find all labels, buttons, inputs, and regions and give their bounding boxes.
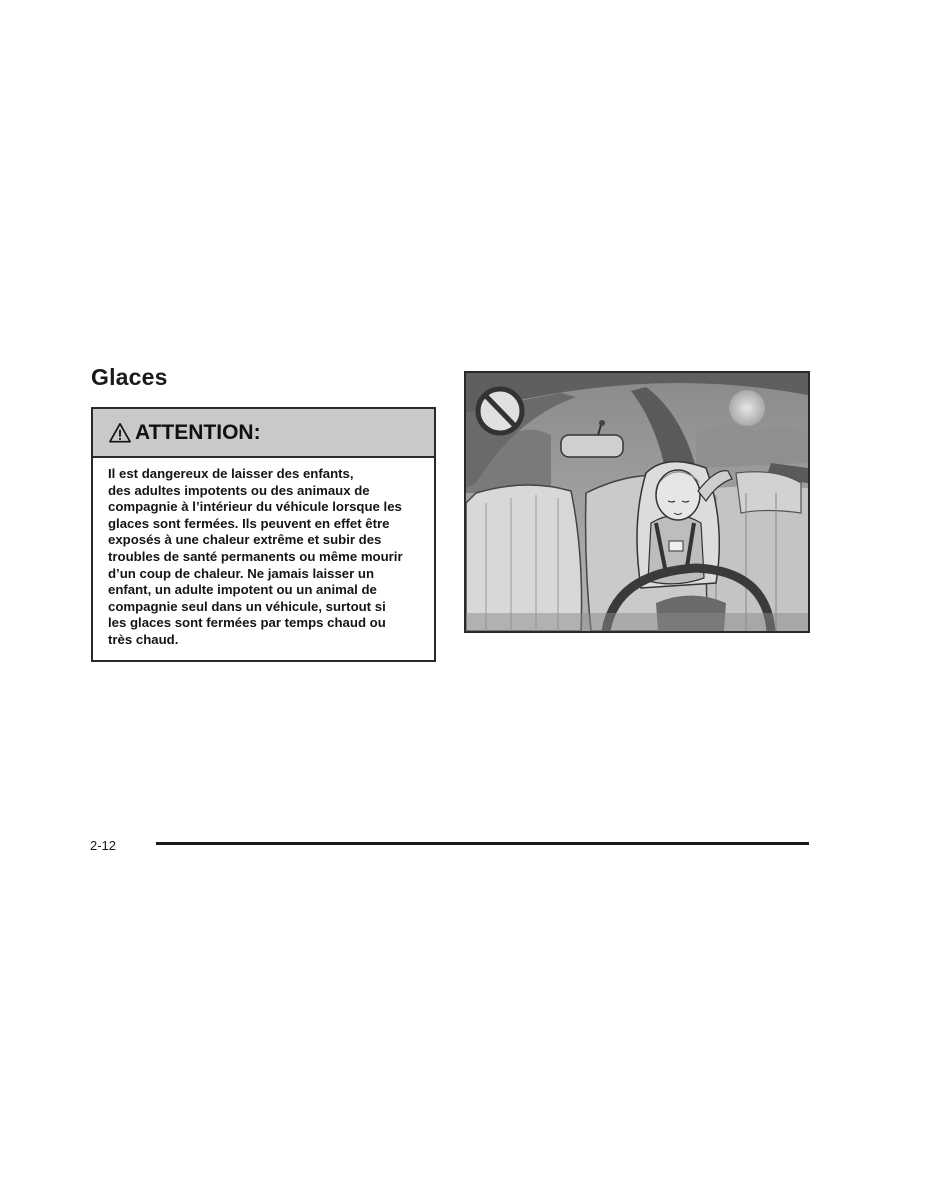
warning-line: glaces sont fermées. Ils peuvent en effet être [108, 515, 390, 531]
warning-triangle-icon [109, 422, 131, 444]
warning-header [93, 409, 434, 458]
warning-line: enfant, un adulte impotent ou un animal de [108, 582, 377, 598]
no-symbol-icon [478, 389, 522, 433]
warning-line: compagnie seul dans un véhicule, surtout si [108, 598, 386, 614]
car-interior-illustration [464, 371, 810, 633]
warning-text [93, 458, 434, 649]
warning-line: Il est dangereux de laisser des enfants, [108, 466, 354, 481]
warning-line: compagnie à l’intérieur du véhicule lorsque les [108, 499, 402, 515]
warning-title: ATTENTION: [135, 420, 261, 444]
child-in-car-seat-image [466, 373, 808, 631]
warning-line: les glaces sont fermées par temps chaud ou [108, 615, 386, 631]
warning-line: très chaud. [108, 631, 179, 647]
warning-line: troubles de santé permanents ou même mourir [108, 548, 403, 564]
warning-line: exposés à une chaleur extrême et subir des [108, 532, 382, 548]
warning-line: d’un coup de chaleur. Ne jamais laisser un [108, 565, 375, 581]
warning-line: des adultes impotents ou des animaux de [108, 482, 370, 498]
warning-box [91, 407, 436, 662]
page-number: 2-12 [90, 838, 117, 853]
section-title: Glaces [91, 364, 168, 390]
footer-rule [156, 842, 809, 845]
